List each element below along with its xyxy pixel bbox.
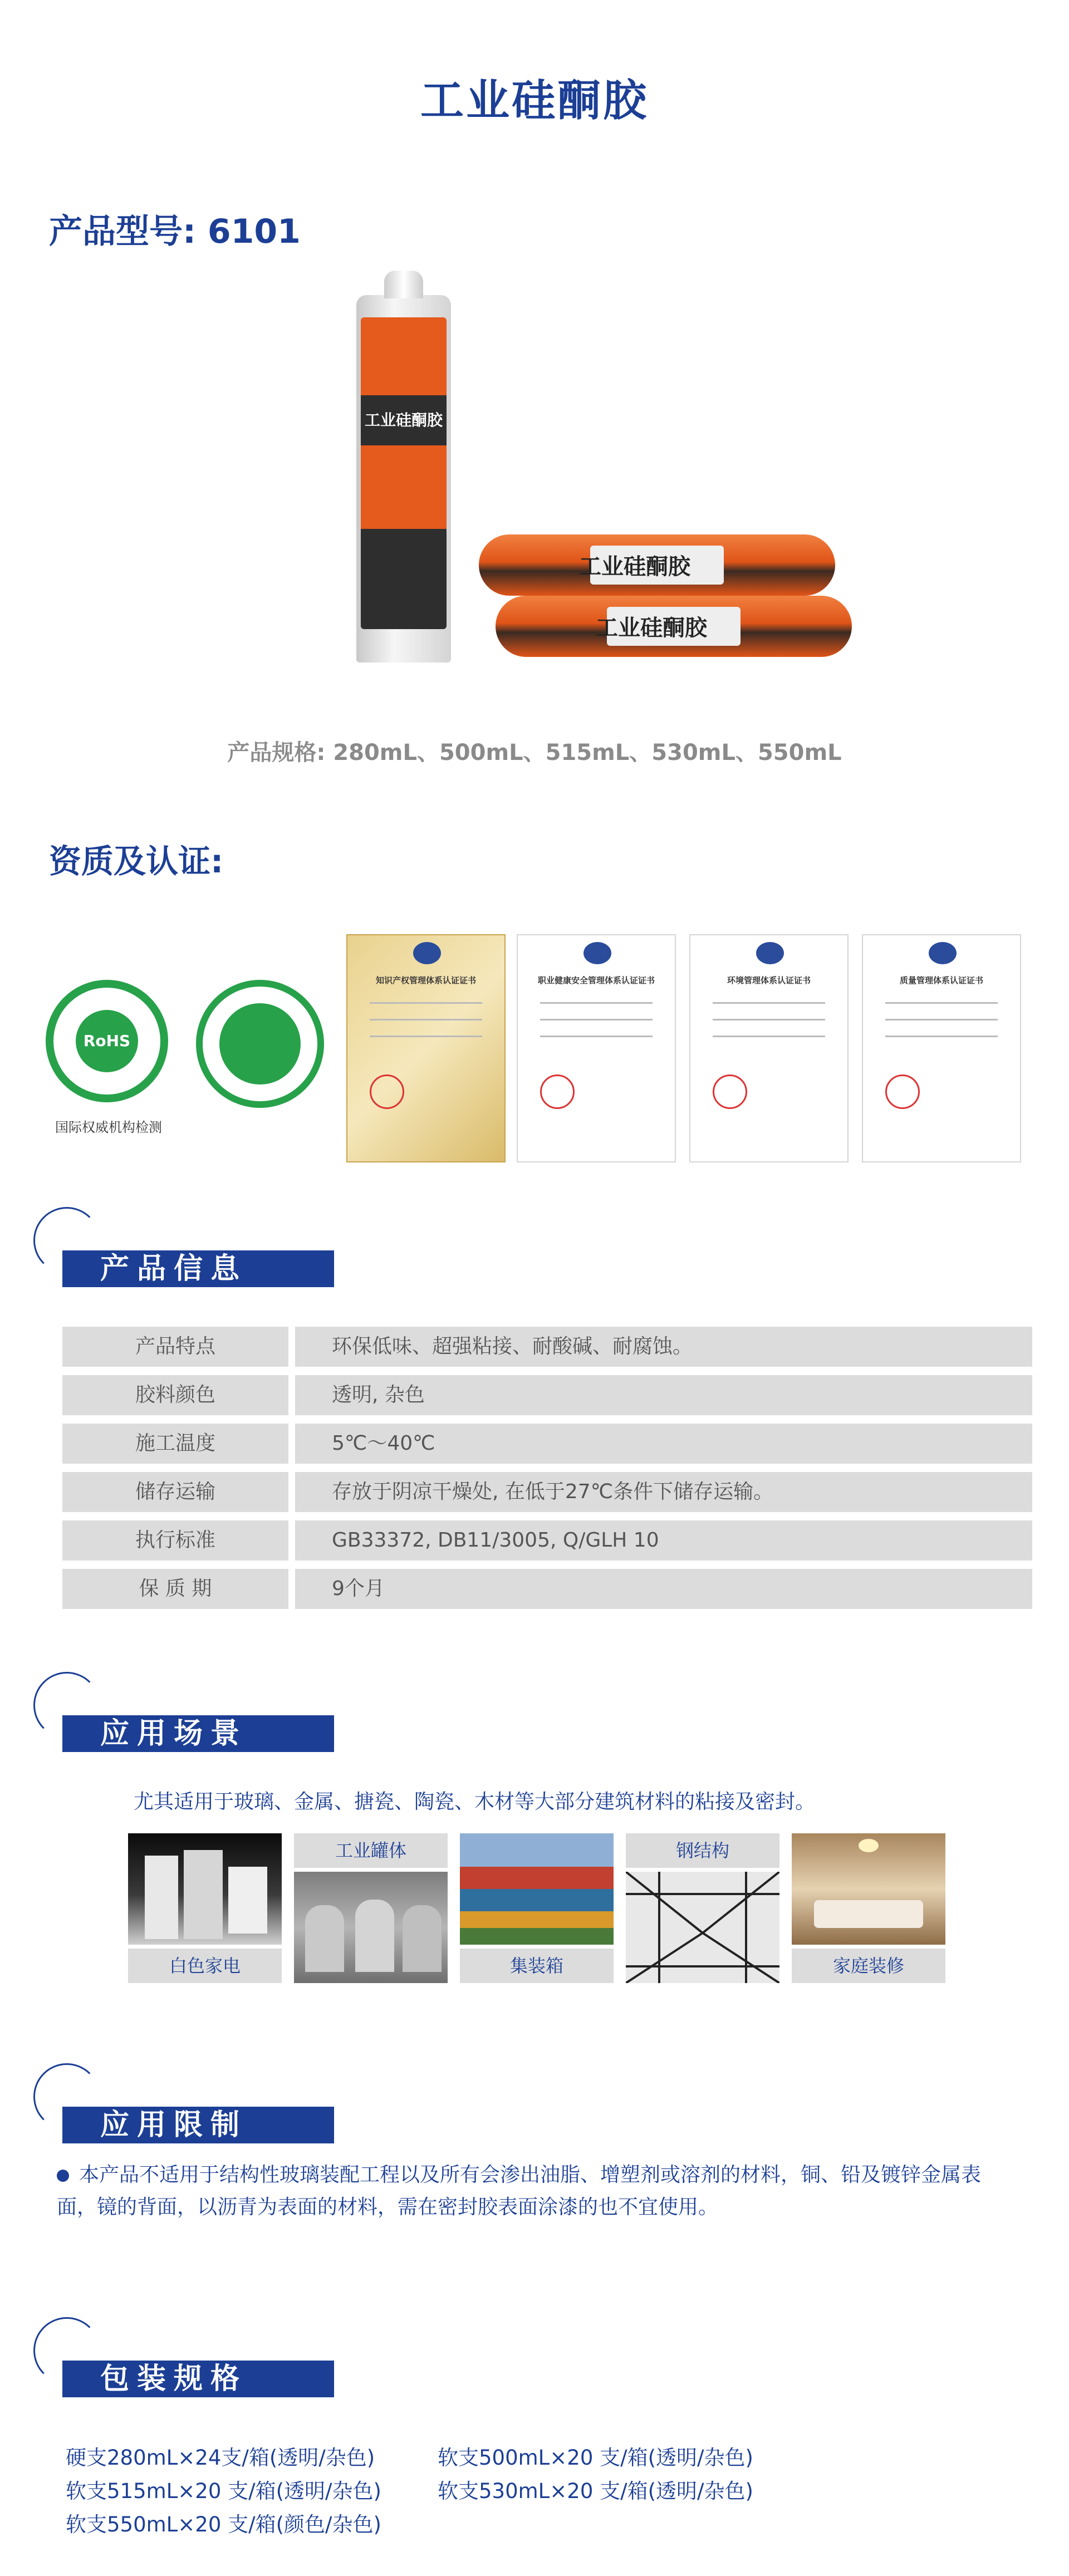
certificate-title: 环境管理体系认证证书 [727,975,811,985]
rohs-logo [46,980,168,1102]
section-title: 应用限制 [100,2108,248,2142]
limit-description: 本产品不适用于结构性玻璃装配工程以及所有会渗出油脂、增塑剂或溶剂的材料，铜、铅及镀锌金属表面，镜的背面，以沥青为表面的材料，需在密封胶表面涂漆的也不宜使用。 [57,2163,982,2219]
sausage-label: 工业硅酮胶 [579,554,690,580]
certificate-quality [862,934,1021,1162]
certificate-ip [346,934,506,1162]
packaging-item: 软支530mL×20 支/箱(透明/杂色) [438,2479,753,2503]
qualification-heading: 资质及认证: [49,842,224,880]
tube-label: 工业硅酮胶 [364,411,443,429]
limit-text [57,2159,1014,2224]
section-header-pack [33,2317,323,2396]
row-label: 产品特点 [62,1327,288,1367]
row-value: 5℃～40℃ [295,1424,1032,1464]
sausage-label: 工业硅酮胶 [596,615,707,641]
section-title: 包装规格 [100,2362,248,2396]
row-label: 储存运输 [62,1472,288,1512]
rohs-logo-text: RoHS [76,1010,138,1072]
row-value: 透明, 杂色 [295,1375,1032,1415]
table-row [62,1569,1032,1609]
row-label: 施工温度 [62,1424,288,1464]
tile-caption: 白色家电 [128,1949,282,1983]
certificate-env [689,934,849,1162]
certificate-ohs [517,934,676,1162]
section-header-limit [33,2063,323,2142]
spec-line: 产品规格: 280mL、500mL、515mL、530mL、550mL [227,740,842,766]
tank-photo [294,1872,448,1983]
section-title: 应用场景 [100,1717,248,1750]
packaging-item: 硬支280mL×24支/箱(透明/杂色) [66,2446,375,2470]
bullet-icon [57,2170,69,2182]
row-label: 保 质 期 [62,1569,288,1609]
certificate-title: 知识产权管理体系认证证书 [375,975,476,985]
section-header-info [33,1207,323,1285]
certificate-title: 质量管理体系认证证书 [899,975,983,985]
table-row [62,1424,1032,1464]
home-decoration-photo [792,1833,945,1945]
model-heading: 产品型号: 6101 [49,212,301,251]
sausage-product-image-1 [479,534,835,596]
section-header-app [33,1672,323,1750]
steel-structure-photo [626,1872,779,1983]
row-label: 执行标准 [62,1520,288,1561]
row-value: 环保低味、超强粘接、耐酸碱、耐腐蚀。 [295,1327,1032,1367]
tile-caption: 集装箱 [460,1949,614,1983]
row-value: GB33372, DB11/3005, Q/GLH 10 [295,1520,1032,1561]
packaging-item: 软支550mL×20 支/箱(颜色/杂色) [66,2513,381,2536]
tile-caption: 钢结构 [626,1833,779,1868]
sausage-product-image-2 [496,596,852,657]
row-value: 9个月 [295,1569,1032,1609]
table-row [62,1520,1032,1561]
container-photo [460,1833,614,1945]
appliance-photo [128,1833,282,1945]
packaging-item: 软支500mL×20 支/箱(透明/杂色) [438,2446,753,2470]
green-product-logo [196,980,324,1108]
table-row [62,1375,1032,1415]
certificate-title: 职业健康安全管理体系认证证书 [537,975,655,985]
page-title: 工业硅酮胶 [420,76,649,126]
rohs-caption: 国际权威机构检测 [55,1120,162,1135]
packaging-item: 软支515mL×20 支/箱(透明/杂色) [66,2479,381,2503]
row-value: 存放于阴凉干燥处, 在低于27℃条件下储存运输。 [295,1472,1032,1512]
table-row [62,1472,1032,1512]
tile-caption: 家庭装修 [792,1949,945,1983]
table-row [62,1327,1032,1367]
application-intro: 尤其适用于玻璃、金属、搪瓷、陶瓷、木材等大部分建筑材料的粘接及密封。 [134,1790,816,1813]
section-title: 产品信息 [100,1252,248,1285]
tile-caption: 工业罐体 [294,1833,448,1868]
tube-product-image [356,295,451,663]
row-label: 胶料颜色 [62,1375,288,1415]
